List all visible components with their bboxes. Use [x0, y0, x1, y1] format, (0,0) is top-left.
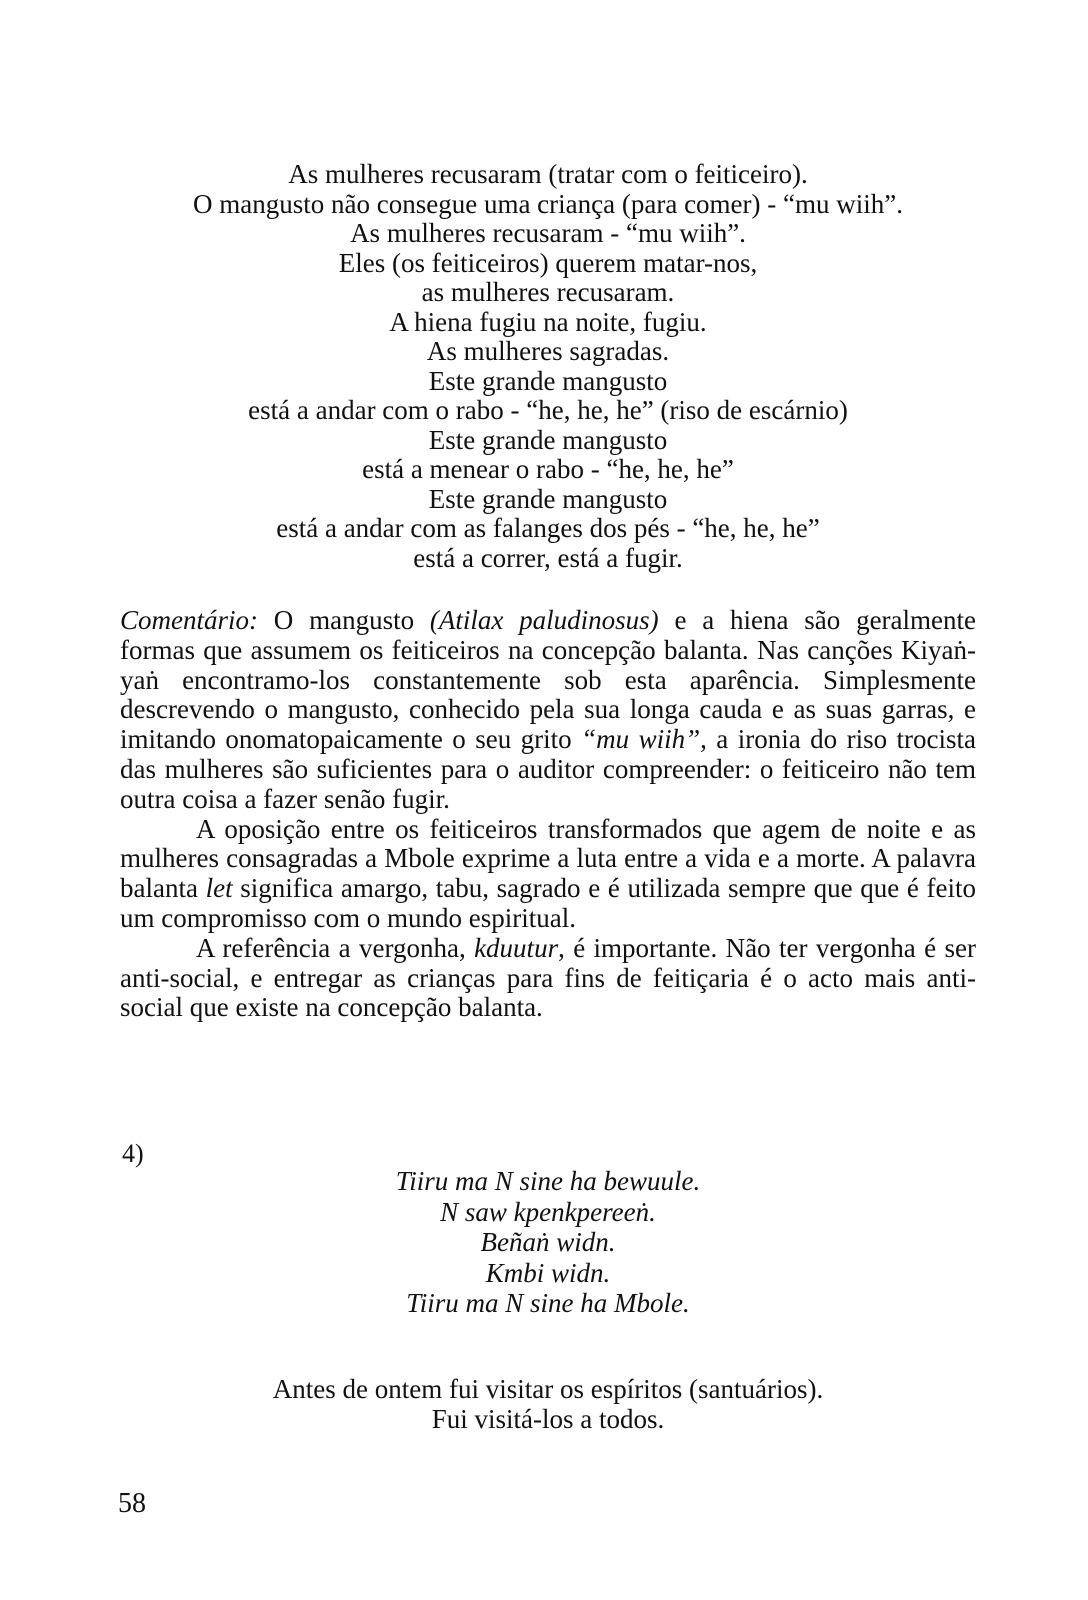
verse-line: Este grande mangusto: [428, 483, 668, 514]
verse-line: As mulheres recusaram - “mu wiih”.: [350, 218, 746, 248]
verse-line: As mulheres sagradas.: [426, 336, 670, 366]
verse-line: A hiena fugiu na noite, fugiu.: [389, 306, 707, 337]
verse-line: está a andar com as falanges dos pés - “he, he, he”: [276, 513, 820, 543]
verse-line: Este grande mangusto: [428, 365, 668, 396]
original-line: Beñaṅ widn.: [480, 1227, 616, 1257]
commentary: [120, 606, 976, 1023]
verse-line: está a menear o rabo - “he, he, he”: [362, 454, 734, 484]
balanta-word-kduutur: kduutur: [474, 932, 559, 963]
original-line: Kmbi widn.: [485, 1257, 611, 1288]
verse-line: está a andar com o rabo - “he, he, he” (riso de escárnio): [248, 395, 848, 425]
verse-line: Eles (os feiticeiros) querem matar-nos,: [338, 247, 758, 278]
mongoose-cry: “mu wiih”: [581, 724, 701, 755]
translation-line: Antes de ontem fui visitar os espíritos (santuários).: [272, 1374, 824, 1404]
original-line: N saw kpenkpereeṅ.: [440, 1196, 656, 1227]
commentary-paragraph-2: A oposição entre os feiticeiros transformados que agem de noite e as mulheres consagradas a Mbole exprime a luta entre a vida e a morte. A palavra balanta let significa amargo, tabu, sagrado e é utilizada sempre que que é feito um compromisso com o mundo espiritual.: [120, 813, 977, 933]
balanta-word-let: let: [205, 873, 233, 904]
translation-line: Fui visitá-los a todos.: [431, 1404, 665, 1434]
commentary-paragraph-3: A referência a vergonha, kduutur, é importante. Não ter vergonha é ser anti-social, e entregar as crianças para fins de feitiçaria é o acto mais anti-social que existe na concepção balanta.: [120, 932, 976, 1023]
commentary-paragraph-1: Comentário: O mangusto (Atilax paludinosus) e a hiena são geralmente formas que assumem os feiticeiros na concepção balanta. Nas canções Kiyaṅ-yaṅ encontramo-los constantemente sob esta aparência. Simplesmente descrevendo o mangusto, conhecido pela sua longa cauda e as suas garras, e imitando onomatopaicamente o seu grito “mu wiih”, a ironia do riso trocista das mulheres são suficientes para o auditor compreender: o feiticeiro não tem outra coisa a fazer senão fugir.: [120, 605, 977, 814]
song-original: [120, 1166, 976, 1319]
song-translation: [120, 1374, 976, 1434]
commentary-label: Comentário:: [120, 605, 258, 635]
song-verses: [120, 160, 976, 573]
verse-line: As mulheres recusaram (tratar com o feiticeiro).: [288, 159, 808, 189]
verse-line: as mulheres recusaram.: [421, 277, 675, 307]
species-name: (Atilax paludinosus): [429, 605, 659, 635]
verse-line: está a correr, está a fugir.: [413, 542, 683, 573]
song-number: 4): [122, 1139, 144, 1168]
original-line: Tiiru ma N sine ha bewuule.: [395, 1166, 701, 1196]
verse-line: O mangusto não consegue uma criança (para comer) - “mu wiih”.: [193, 188, 903, 219]
original-line: Tiiru ma N sine ha Mbole.: [406, 1288, 690, 1318]
page-number: 58: [118, 1488, 146, 1519]
verse-line: Este grande mangusto: [428, 424, 668, 455]
